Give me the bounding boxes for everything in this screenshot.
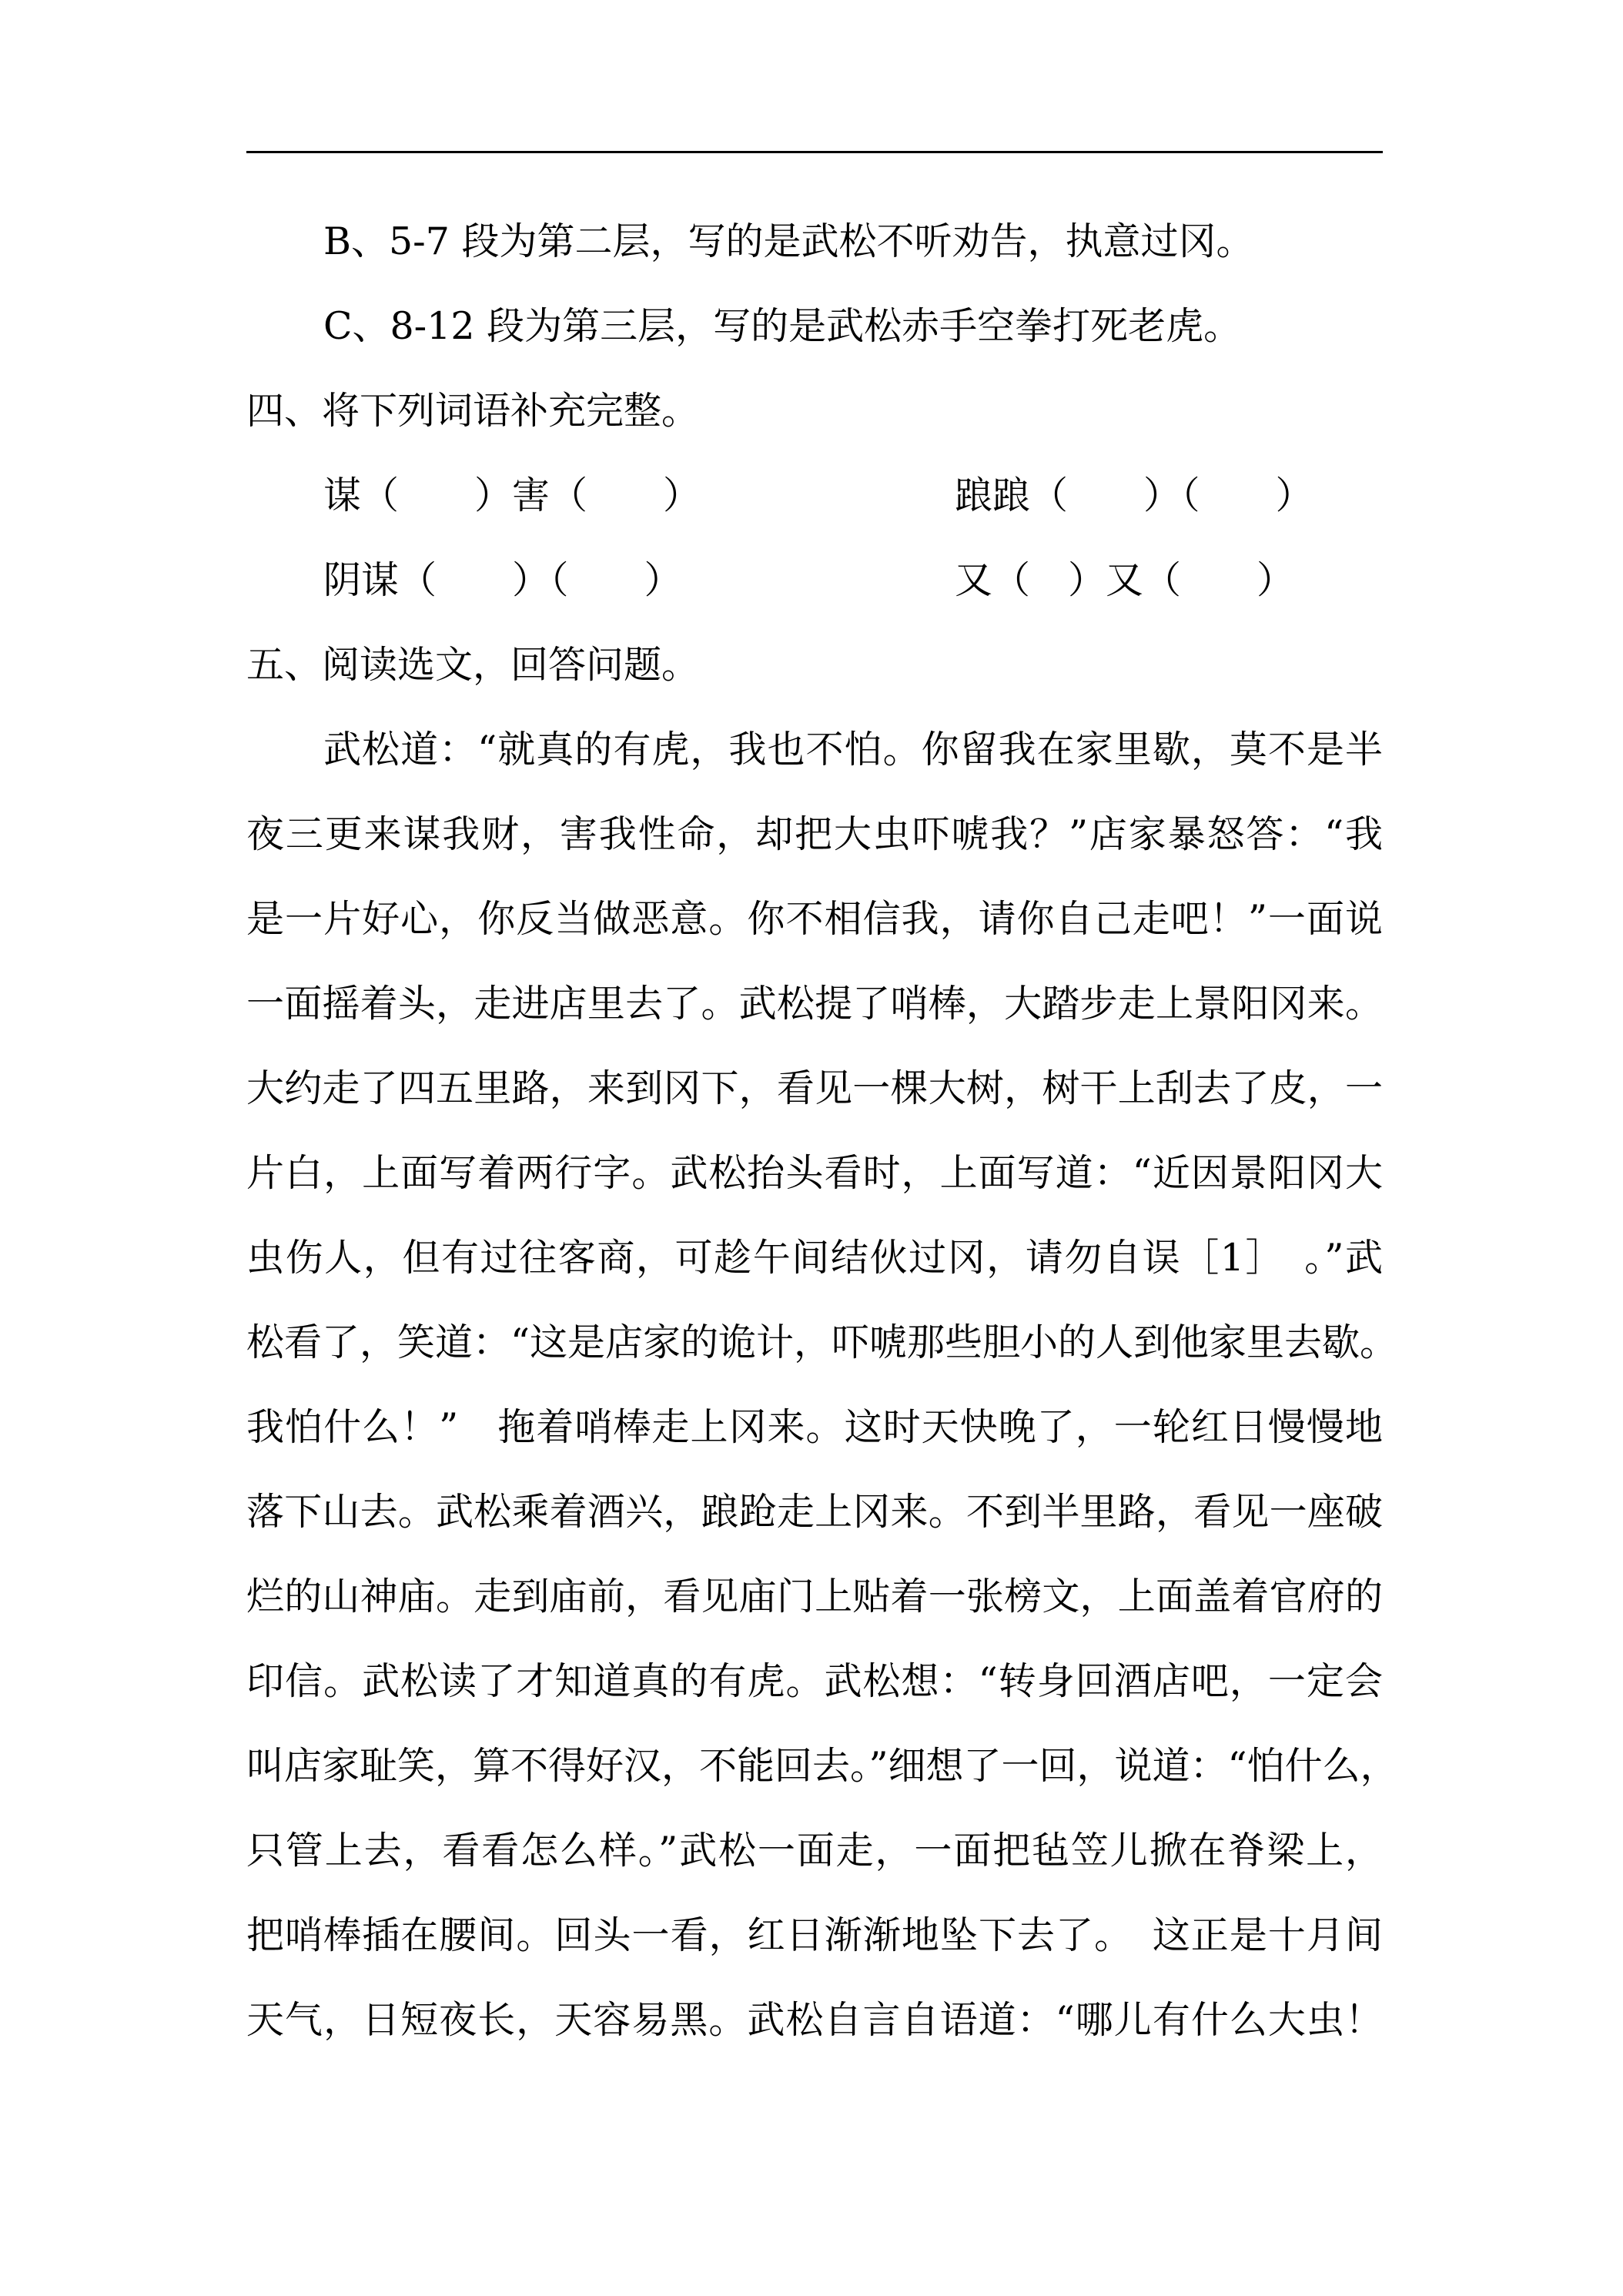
option-b: B、5-7 段为第二层，写的是武松不听劝告，执意过冈。 bbox=[323, 219, 1254, 263]
passage-line: 烂的山神庙。走到庙前，看见庙门上贴着一张榜文，上面盖着官府的 bbox=[246, 1575, 1383, 1618]
passage-line: 片白，上面写着两行字。武松抬头看时，上面写道：“近因景阳冈大 bbox=[246, 1151, 1383, 1195]
section-five-heading: 五、阅读选文，回答问题。 bbox=[246, 643, 700, 687]
passage-line: 落下山去。武松乘着酒兴，踉跄走上冈来。不到半里路，看见一座破 bbox=[246, 1490, 1383, 1534]
passage-line: 虫伤人，但有过往客商，可趁午间结伙过冈，请勿自误［1］ 。”武 bbox=[246, 1236, 1383, 1280]
passage-line: 夜三更来谋我财，害我性命，却把大虫吓唬我？”店家暴怒答：“我 bbox=[246, 812, 1383, 856]
passage-line: 我怕什么！” 拖着哨棒走上冈来。这时天快晚了，一轮红日慢慢地 bbox=[246, 1405, 1383, 1449]
option-c: C、8-12 段为第三层，写的是武松赤手空拳打死老虎。 bbox=[323, 304, 1242, 348]
fill-item-2: 踉踉（ ）（ ） bbox=[955, 474, 1313, 517]
passage-line: 印信。武松读了才知道真的有虎。武松想：“转身回酒店吧，一定会 bbox=[246, 1659, 1383, 1703]
header-rule bbox=[246, 151, 1383, 153]
passage-line: 叫店家耻笑，算不得好汉，不能回去。”细想了一回，说道：“怕什么， bbox=[246, 1744, 1398, 1788]
passage-line: 只管上去，看看怎么样。”武松一面走，一面把毡笠儿掀在脊梁上， bbox=[246, 1829, 1383, 1873]
fill-item-1: 谋（ ）害（ ） bbox=[323, 474, 701, 517]
passage-line: 武松道：“就真的有虎，我也不怕。你留我在家里歇，莫不是半 bbox=[323, 728, 1383, 771]
passage-line: 松看了，笑道：“这是店家的诡计，吓唬那些胆小的人到他家里去歇。 bbox=[246, 1320, 1398, 1364]
passage-line: 是一片好心，你反当做恶意。你不相信我，请你自己走吧！”一面说 bbox=[246, 897, 1383, 941]
passage-line: 把哨棒插在腰间。回头一看，红日渐渐地坠下去了。 这正是十月间 bbox=[246, 1913, 1383, 1957]
section-four-heading: 四、将下列词语补充完整。 bbox=[246, 389, 700, 433]
passage-line: 大约走了四五里路，来到冈下，看见一棵大树，树干上刮去了皮，一 bbox=[246, 1066, 1383, 1110]
passage-line: 天气，日短夜长，天容易黑。武松自言自语道：“哪儿有什么大虫！ bbox=[246, 1998, 1383, 2042]
fill-item-4: 又（ ）又（ ） bbox=[955, 558, 1295, 602]
fill-item-3: 阴谋（ ）（ ） bbox=[323, 558, 682, 602]
passage-line: 一面摇着头，走进店里去了。武松提了哨棒，大踏步走上景阳冈来。 bbox=[246, 982, 1383, 1026]
